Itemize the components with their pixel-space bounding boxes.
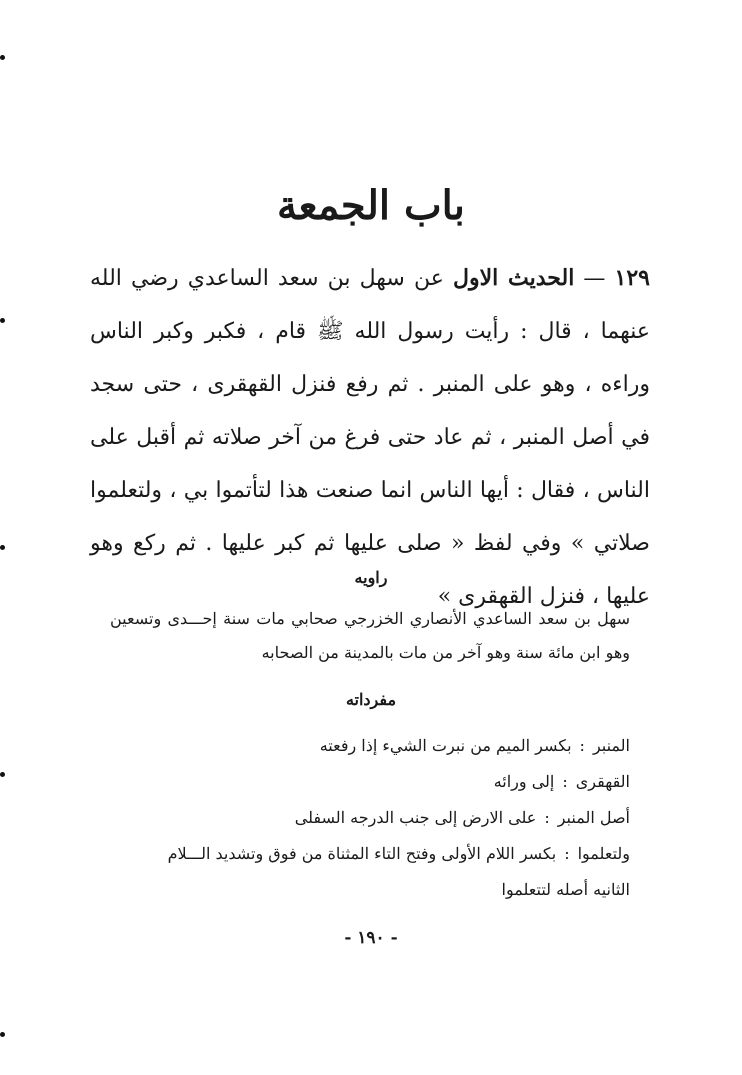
- vocabulary-term: أصل المنبر: [557, 808, 630, 827]
- scan-edge-mark: [0, 545, 5, 550]
- scan-edge-mark: [0, 772, 5, 777]
- vocabulary-list: [100, 728, 630, 908]
- vocabulary-definition: إلى ورائه: [493, 772, 555, 791]
- hadith-text: عن سهل بن سعد الساعدي رضي الله عنهما ، قال : رأيت رسول الله ﷺ قام ، فكبر وكبر الناس وراءه ، وهو على المنبر . ثم رفع فنزل القهقرى ، حتى سجد في أصل المنبر ، ثم عاد حتى فرغ من آخر صلاته ثم أقبل على الناس ، فقال : أيها الناس انما صنعت هذا لتأتموا بي ، ولتعلموا صلاتي » وفي لفظ « صلى عليها ثم كبر عليها . ثم ركع وهو عليها ، فنزل القهقرى »: [90, 266, 650, 609]
- page-number: - ١٩٠ -: [344, 928, 398, 948]
- vocabulary-definition: على الارض إلى جنب الدرجه السفلى: [294, 808, 537, 827]
- vocabulary-continuation: الثانيه أصله لتتعلموا: [501, 880, 630, 899]
- vocabulary-term: القهقرى: [575, 772, 630, 791]
- vocabulary-separator: :: [579, 736, 585, 755]
- narrator-heading: راويه: [354, 568, 388, 587]
- vocabulary-item: [100, 764, 630, 800]
- vocabulary-item: [100, 800, 630, 836]
- scan-edge-mark: [0, 55, 5, 60]
- vocabulary-separator: :: [562, 772, 568, 791]
- vocabulary-separator: :: [564, 844, 570, 863]
- vocabulary-definition: بكسر اللام الأولى وفتح التاء المثناة من فوق وتشديد الـــلام: [167, 844, 557, 863]
- vocabulary-term: ولتعلموا: [577, 844, 630, 863]
- vocabulary-separator: :: [544, 808, 550, 827]
- hadith-dash: —: [574, 266, 615, 291]
- scan-edge-mark: [0, 1032, 5, 1037]
- hadith-number: ١٢٩: [614, 265, 650, 291]
- vocabulary-term: المنبر: [592, 736, 630, 755]
- scan-edge-mark: [0, 318, 5, 323]
- hadith-heading: الحديث الاول: [452, 265, 575, 291]
- narrator-text: سهل بن سعد الساعدي الأنصاري الخزرجي صحابي مات سنة إحـــدى وتسعين وهو ابن مائة سنة وهو آخر من مات بالمدينة من الصحابه: [110, 609, 630, 662]
- vocabulary-definition: بكسر الميم من نبرت الشيء إذا رفعته: [319, 736, 572, 755]
- vocabulary-item: [100, 836, 630, 872]
- vocabulary-item: [100, 728, 630, 764]
- vocabulary-heading: مفرداته: [345, 690, 397, 709]
- chapter-title: باب الجمعة: [277, 182, 465, 229]
